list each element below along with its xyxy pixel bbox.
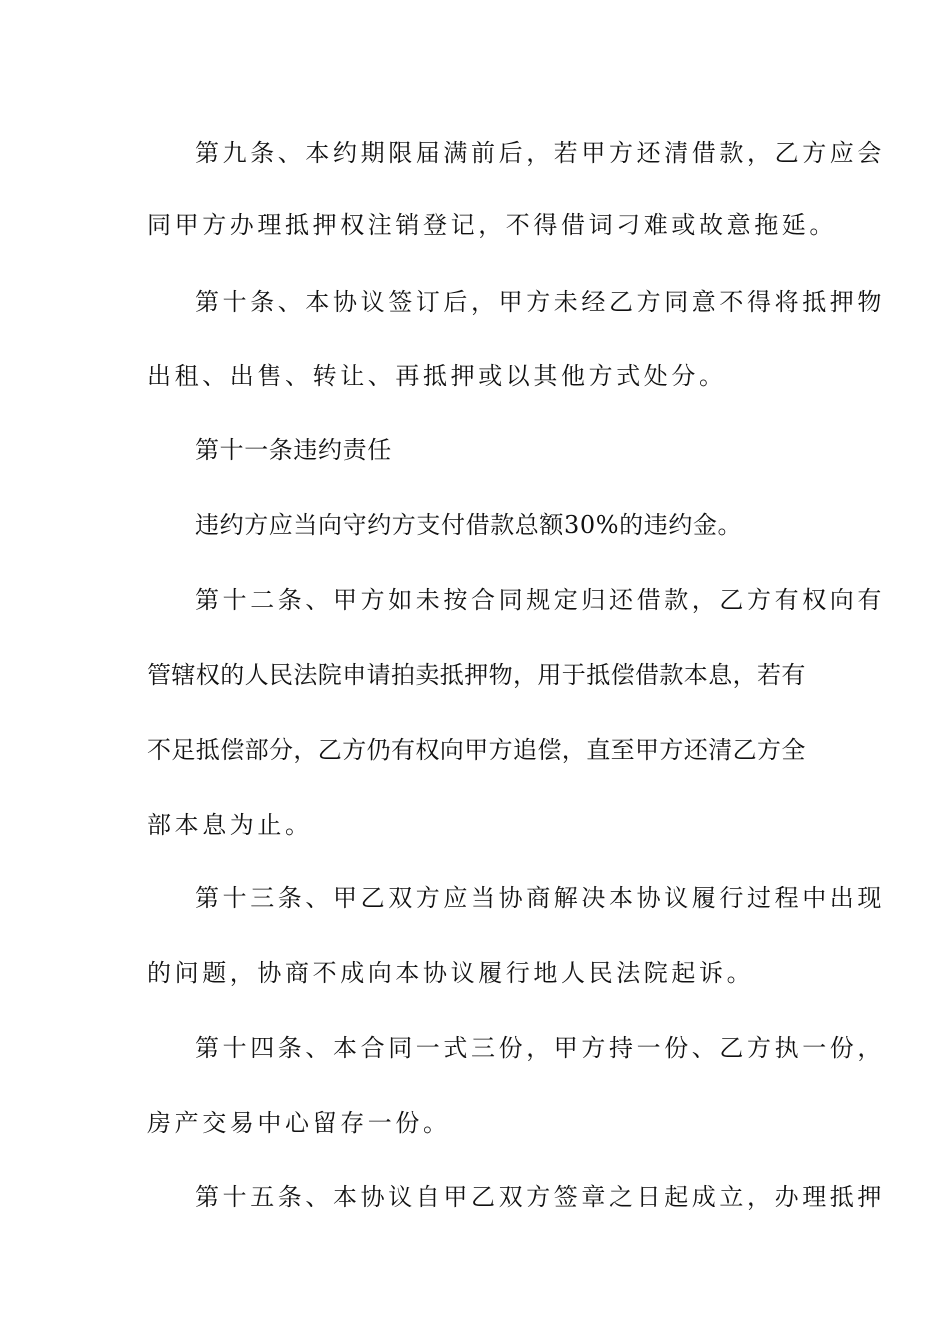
article-10-line-1: 第十条、本协议签订后，甲方未经乙方同意不得将抵押物 — [195, 288, 885, 316]
article-12-line-4: 部本息为止。 — [147, 811, 313, 839]
article-9-line-2: 同甲方办理抵押权注销登记，不得借词刁难或故意拖延。 — [147, 211, 837, 239]
article-12-line-3: 不足抵偿部分，乙方仍有权向甲方追偿，直至甲方还清乙方全 — [147, 736, 806, 764]
article-14-line-2: 房产交易中心留存一份。 — [147, 1109, 451, 1137]
article-13-line-1: 第十三条、甲乙双方应当协商解决本协议履行过程中出现 — [195, 884, 885, 912]
article-13-line-2: 的问题，协商不成向本协议履行地人民法院起诉。 — [147, 959, 755, 987]
article-12-line-2: 管辖权的人民法院申请拍卖抵押物，用于抵偿借款本息，若有 — [147, 661, 806, 689]
article-14-line-1: 第十四条、本合同一式三份，甲方持一份、乙方执一份， — [195, 1034, 885, 1062]
article-10-line-2: 出租、出售、转让、再抵押或以其他方式处分。 — [147, 362, 727, 390]
article-11-line-1: 违约方应当向守约方支付借款总额30%的违约金。 — [195, 511, 743, 539]
article-12-line-1: 第十二条、甲方如未按合同规定归还借款，乙方有权向有 — [195, 586, 885, 614]
article-11-heading: 第十一条违约责任 — [195, 436, 392, 464]
article-9-line-1: 第九条、本约期限届满前后，若甲方还清借款，乙方应会 — [195, 139, 885, 167]
article-15-line-1: 第十五条、本协议自甲乙双方签章之日起成立，办理抵押 — [195, 1183, 885, 1211]
